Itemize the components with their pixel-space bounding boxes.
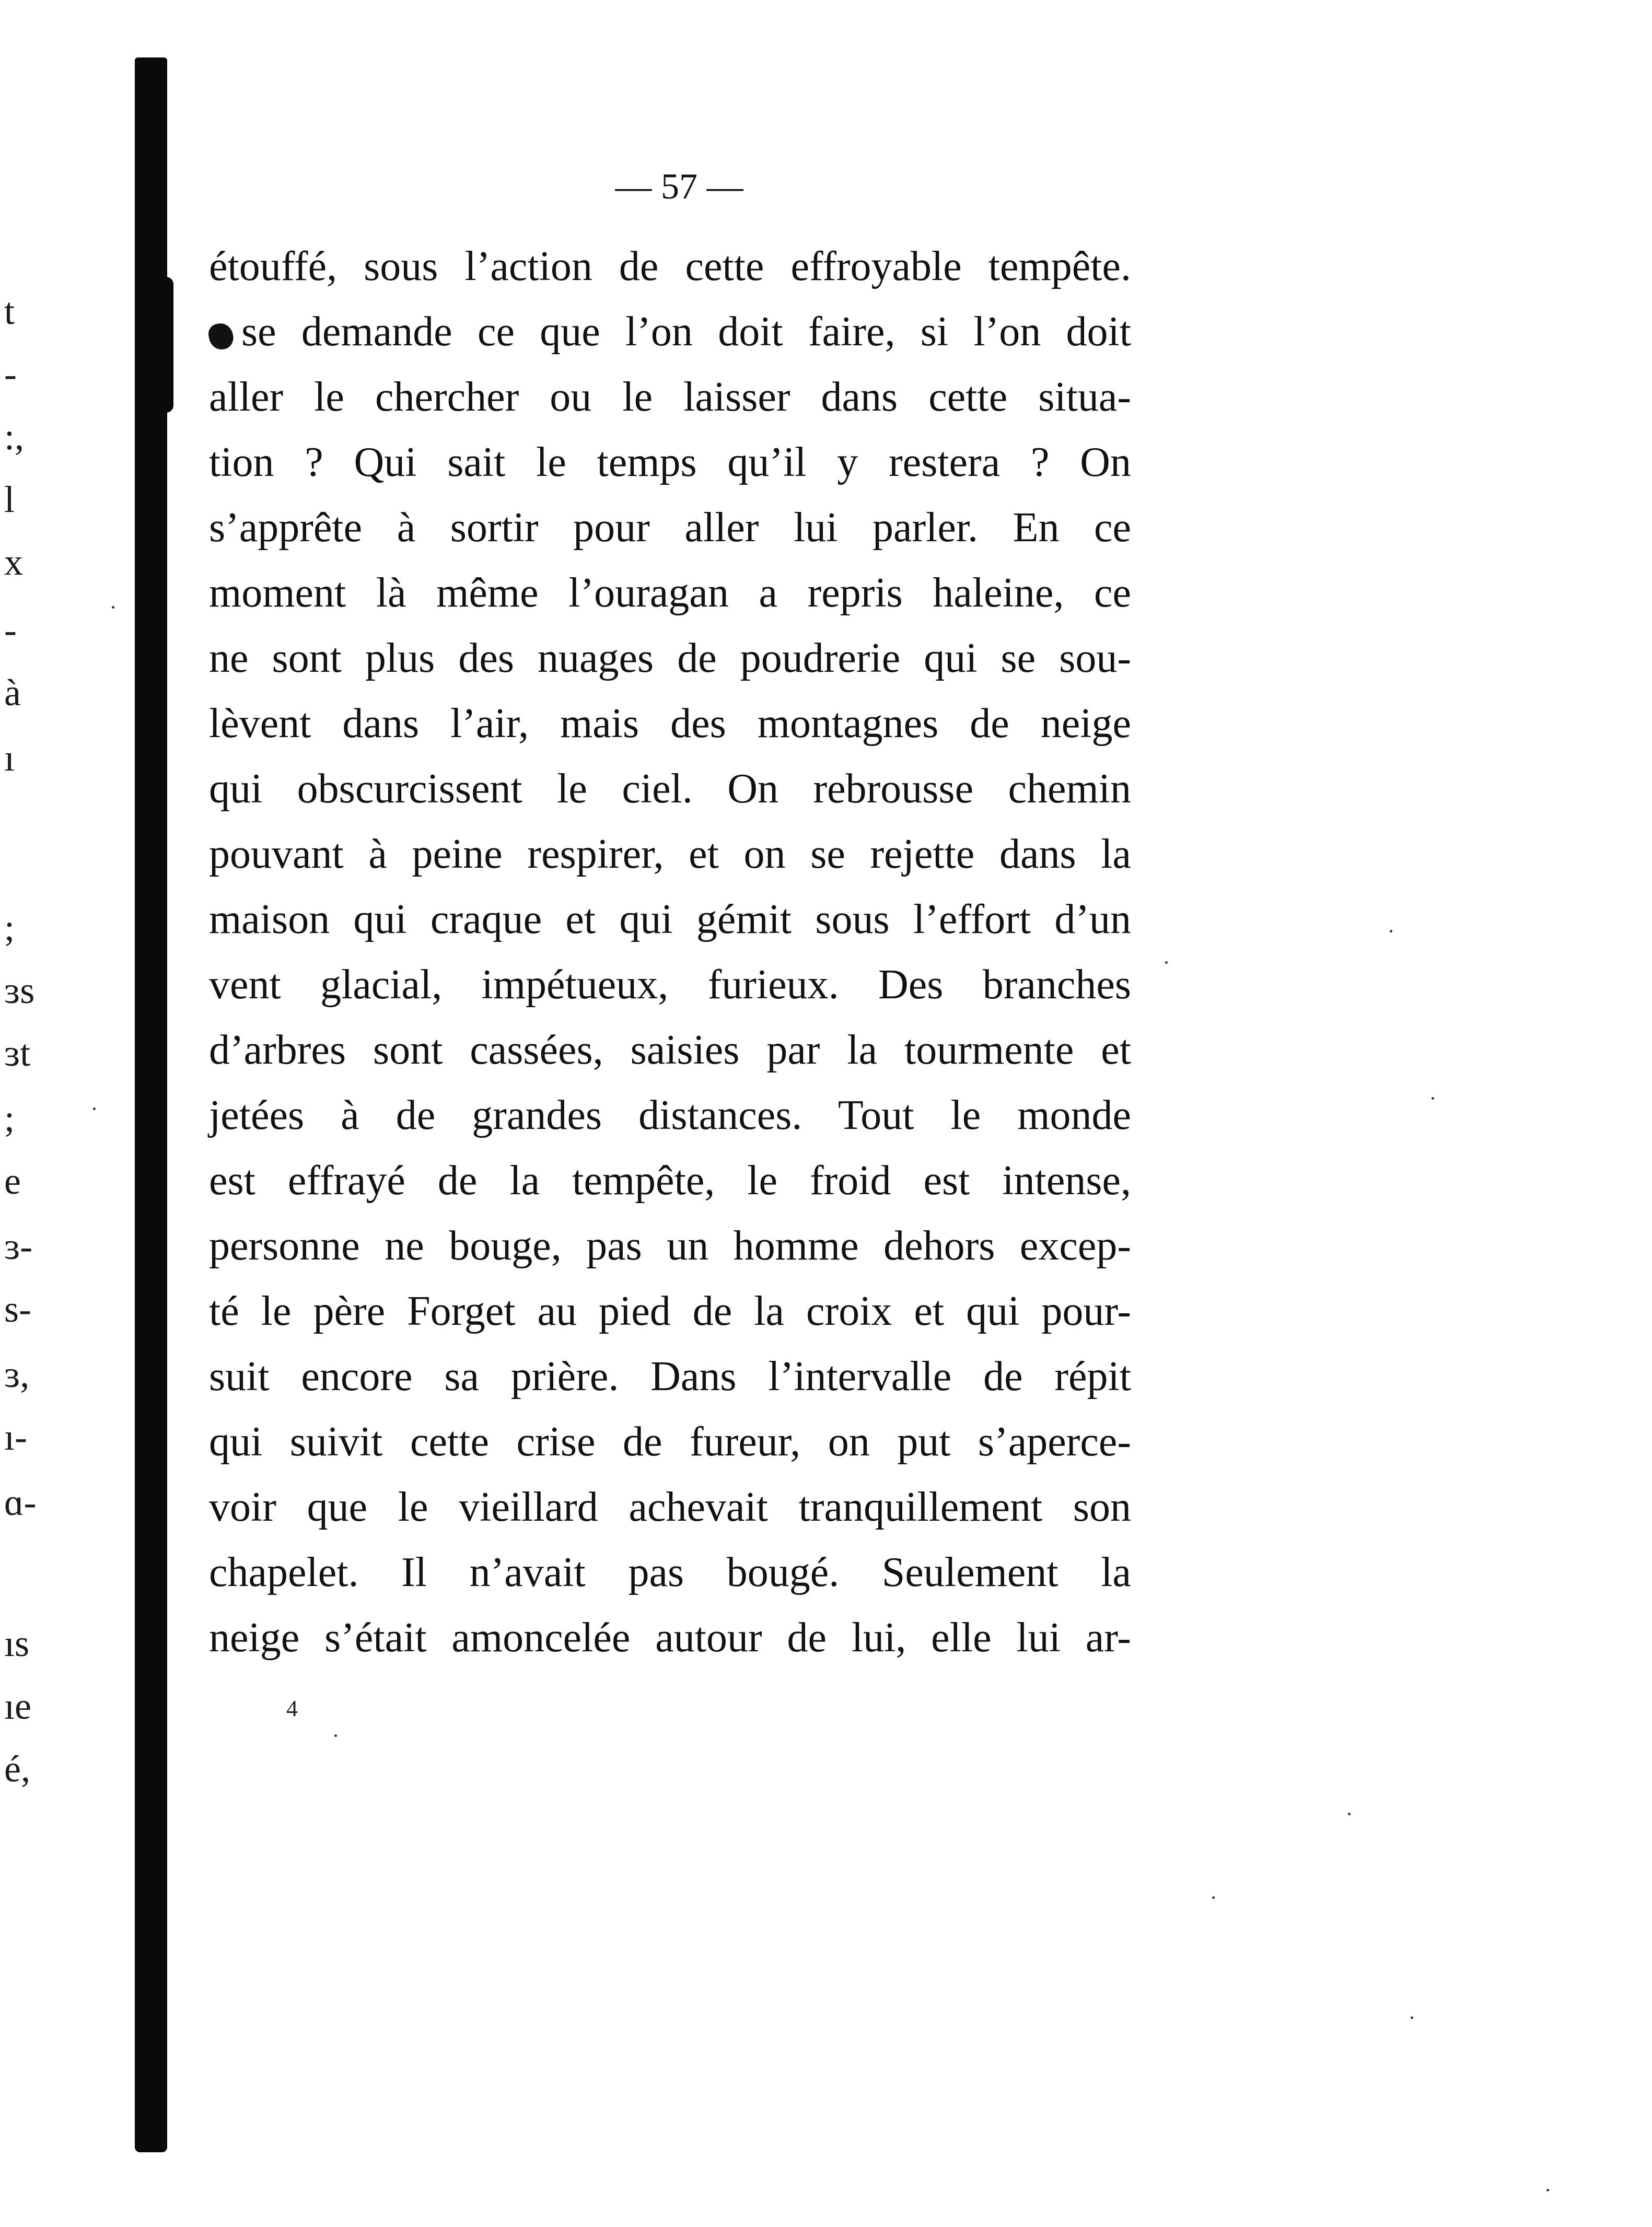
text-line: voir que le vieillard achevait tranquillement son <box>209 1484 1131 1530</box>
text-line: maison qui craque et qui gémit sous l’effort d’un <box>209 896 1131 942</box>
speck <box>1546 2189 1549 2191</box>
text-line: s’apprête à sortir pour aller lui parler. En ce <box>209 505 1131 551</box>
facing-fragment: :, <box>4 416 25 458</box>
facing-fragment: e <box>4 1160 21 1202</box>
signature-mark: 4 <box>286 1696 298 1721</box>
text-line: aller le chercher ou le laisser dans cette situa- <box>209 374 1131 420</box>
page-number: — 57 — <box>615 167 743 207</box>
text-line: ne sont plus des nuages de poudrerie qui se sou- <box>209 635 1131 681</box>
facing-fragment: s- <box>4 1288 31 1330</box>
facing-page-margin <box>0 290 63 1860</box>
speck <box>1212 1896 1215 1899</box>
facing-fragment: ı <box>4 737 15 779</box>
speck <box>93 1107 96 1110</box>
facing-fragment: - <box>4 353 17 395</box>
facing-fragment: ıs <box>4 1623 30 1664</box>
speck <box>1411 2016 1413 2019</box>
facing-fragment: t <box>4 290 15 332</box>
text-line: personne ne bouge, pas un homme dehors excep- <box>209 1223 1131 1269</box>
facing-fragment: ; <box>4 1098 15 1139</box>
text-line-content: se demande ce que l’on doit faire, si l’on doit <box>241 309 1131 355</box>
facing-fragment: ɜt <box>4 1032 31 1074</box>
text-line: suit encore sa prière. Dans l’intervalle de répit <box>209 1354 1131 1400</box>
speck <box>112 606 114 609</box>
facing-fragment: x <box>4 541 23 583</box>
speck <box>334 1734 337 1737</box>
text-line: vent glacial, impétueux, furieux. Des branches <box>209 962 1131 1008</box>
facing-fragment: ɑ- <box>4 1482 37 1523</box>
facing-fragment: - <box>4 609 17 651</box>
speck <box>1348 1813 1351 1815</box>
facing-fragment: é, <box>4 1748 30 1790</box>
body-text <box>209 234 1131 1671</box>
text-line: jetées à de grandes distances. Tout le monde <box>209 1092 1131 1138</box>
text-line: qui suivit cette crise de fureur, on put s’aperce- <box>209 1419 1131 1465</box>
facing-fragment: à <box>4 672 21 714</box>
text-line: tion ? Qui sait le temps qu’il y restera ? On <box>209 439 1131 485</box>
text-line: qui obscurcissent le ciel. On rebrousse chemin <box>209 766 1131 812</box>
ink-blot-icon <box>206 321 235 352</box>
facing-fragment: ɜ- <box>4 1226 33 1267</box>
text-line: pouvant à peine respirer, et on se rejette dans la <box>209 831 1131 877</box>
facing-fragment: l <box>4 479 15 520</box>
text-line: chapelet. Il n’avait pas bougé. Seulement la <box>209 1549 1131 1595</box>
text-line <box>209 299 1131 365</box>
text-line: étouffé, sous l’action de cette effroyable tempête. <box>209 243 1131 289</box>
text-line: té le père Forget au pied de la croix et qui pour- <box>209 1288 1131 1334</box>
facing-fragment: ıe <box>4 1685 31 1727</box>
text-line: neige s’était amoncelée autour de lui, elle lui ar- <box>209 1615 1131 1661</box>
text-line: moment là même l’ouragan a repris haleine, ce <box>209 570 1131 616</box>
facing-fragment: ɜs <box>4 970 35 1011</box>
text-line: lèvent dans l’air, mais des montagnes de neige <box>209 701 1131 747</box>
facing-fragment: ; <box>4 907 15 949</box>
speck <box>1432 1097 1434 1100</box>
text-line: est effrayé de la tempête, le froid est intense, <box>209 1158 1131 1204</box>
binding-gutter-shadow <box>135 57 167 2152</box>
facing-fragment: ɜ, <box>4 1354 30 1395</box>
facing-fragment: ı- <box>4 1416 27 1458</box>
speck <box>1165 961 1168 964</box>
speck <box>1390 930 1392 932</box>
text-line: d’arbres sont cassées, saisies par la tourmente et <box>209 1027 1131 1073</box>
